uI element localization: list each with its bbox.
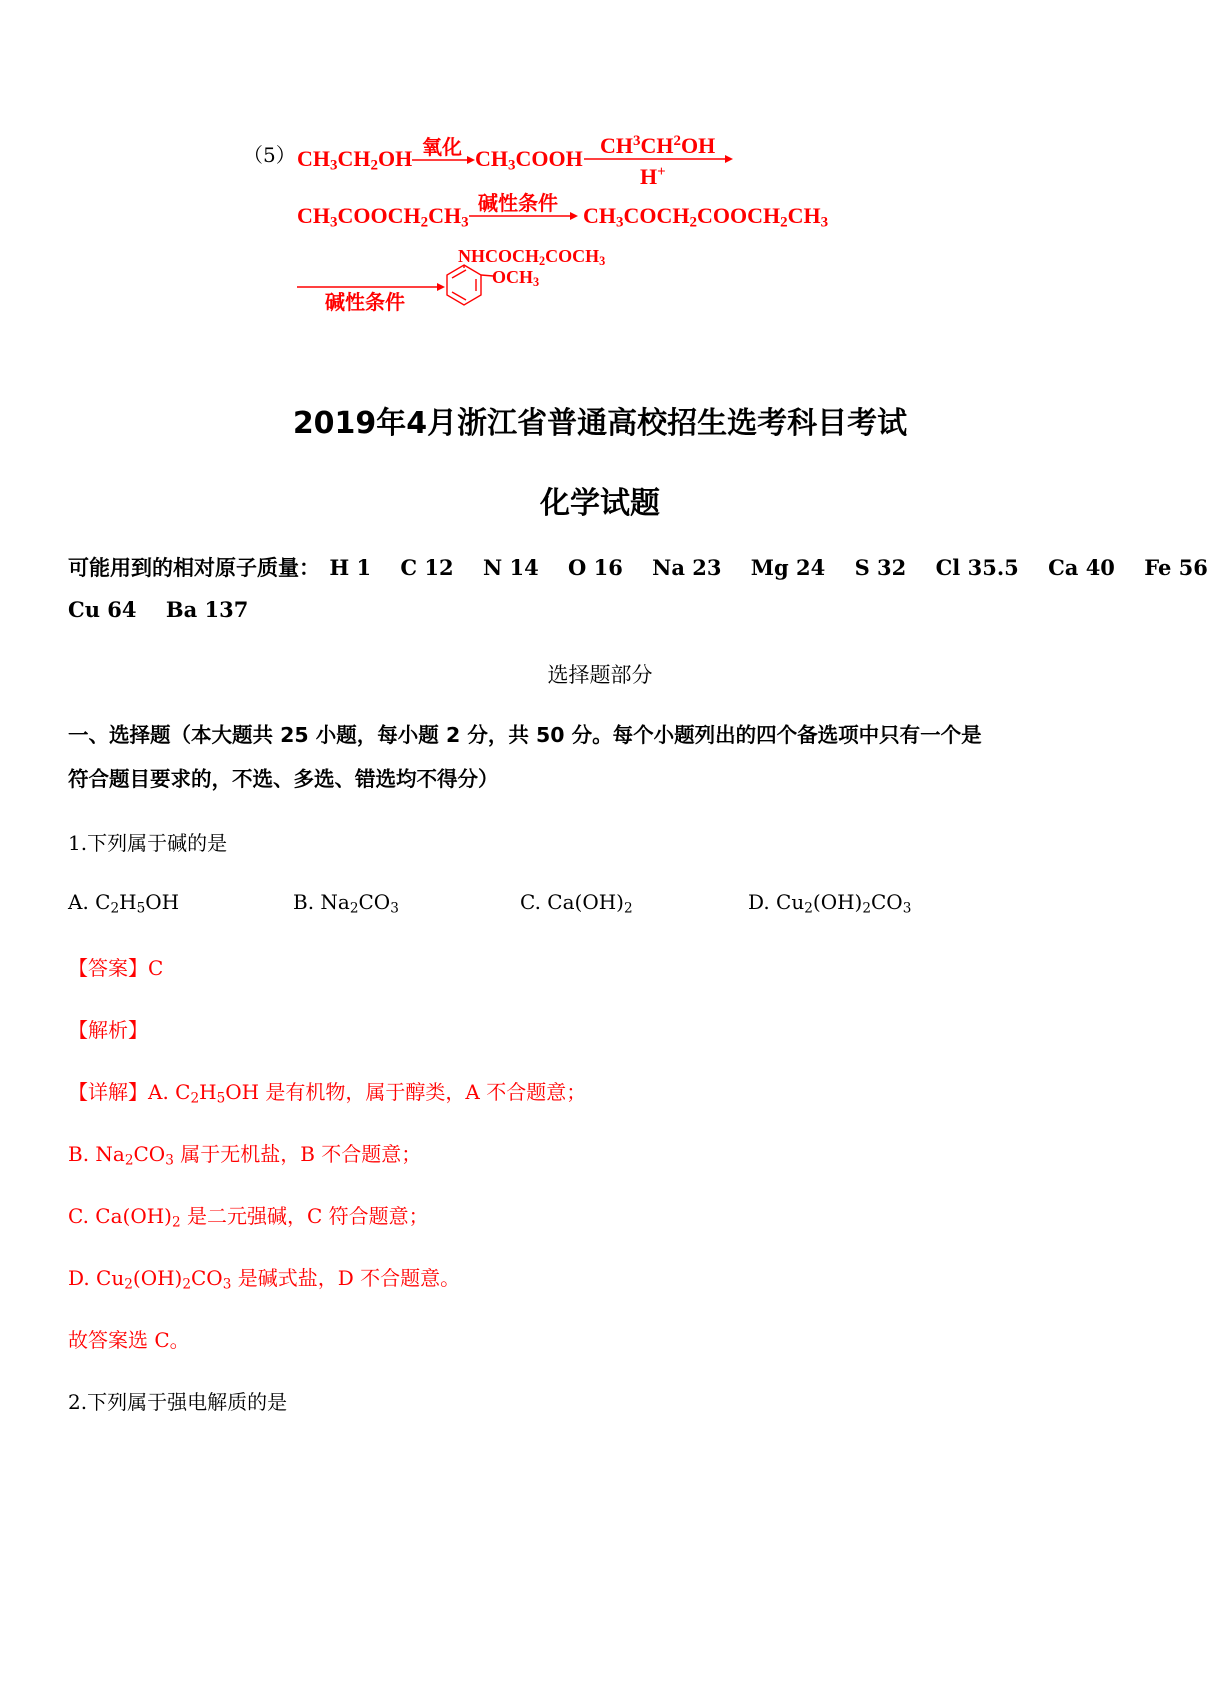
q1-option-c: C. $Ca(OH)_2$ <box>520 890 633 917</box>
page-title: 2019年4月浙江省普通高校招生选考科目考试 <box>292 406 908 441</box>
q1-option-b: B. $Na_2CO_3$ <box>293 890 399 917</box>
substituent-amide: $NHCOCH_2COCH_3$ <box>458 246 606 269</box>
arrowhead-1 <box>467 156 475 164</box>
reactant-ethanol: $CH_3CH_2OH$ <box>297 146 413 174</box>
arrowhead-3 <box>570 212 578 220</box>
arrow-label-oxidation: 氧化 <box>422 135 462 159</box>
bond-och3 <box>481 275 493 276</box>
atomic-masses-line2: Cu 64 Ba 137 <box>68 597 249 622</box>
reaction-arrows <box>0 0 1200 340</box>
q1-option-d: D. $Cu_2(OH)_2CO_3$ <box>748 890 912 917</box>
section-intro-line1: 一、选择题（本大题共 25 小题，每小题 2 分，共 50 分。每个小题列出的四个备选项中只有一个是 <box>68 723 982 747</box>
arrowhead-2 <box>725 155 733 163</box>
arrowhead-4 <box>437 283 445 291</box>
q1-detail-d: D. $Cu_2(OH)_2CO_3$ 是碱式盐，D 不合题意。 <box>68 1266 461 1293</box>
ethyl-acetoacetate: $CH_3COCH_2COOCH_2CH_3$ <box>583 203 829 231</box>
product-acetic-acid: $CH_3COOH$ <box>475 146 583 174</box>
q1-detail-b: B. $Na_2CO_3$ 属于无机盐，B 不合题意； <box>68 1142 422 1169</box>
atomic-masses-line1: 可能用到的相对原子质量： H 1 C 12 N 14 O 16 Na 23 Mg 24 S 32 Cl 35.5 Ca 40 Fe 56 <box>68 555 1208 580</box>
q1-option-a: A. $C_2H_5OH$ <box>68 890 180 917</box>
arrow-label-basic-condition-2: 碱性条件 <box>325 290 405 314</box>
q1-answer: 【答案】C <box>68 956 164 980</box>
arrow-label-ethanol: $CH^3CH^2OH$ <box>600 132 716 158</box>
section-label: 选择题部分 <box>547 663 653 687</box>
page-subtitle: 化学试题 <box>540 486 660 521</box>
q1-detail-c: C. $Ca(OH)_2$ 是二元强碱，C 符合题意； <box>68 1204 429 1231</box>
q1-analysis-label: 【解析】 <box>68 1018 148 1042</box>
arrow-label-acid-catalyst: H+ <box>640 163 666 189</box>
scheme-number: （5） <box>243 143 296 167</box>
q1-detail-a: 【详解】A. $C_2H_5OH$ 是有机物，属于醇类，A 不合题意； <box>68 1080 587 1107</box>
ethyl-acetate: $CH_3COOCH_2CH_3$ <box>297 203 469 231</box>
arrow-label-basic-condition: 碱性条件 <box>478 191 558 215</box>
q2-stem: 2.下列属于强电解质的是 <box>68 1390 288 1414</box>
q1-conclusion: 故答案选 C。 <box>68 1328 190 1352</box>
q1-stem: 1.下列属于碱的是 <box>68 831 228 855</box>
section-intro-line2: 符合题目要求的，不选、多选、错选均不得分） <box>68 767 499 791</box>
substituent-methoxy: $OCH_3$ <box>492 267 540 290</box>
